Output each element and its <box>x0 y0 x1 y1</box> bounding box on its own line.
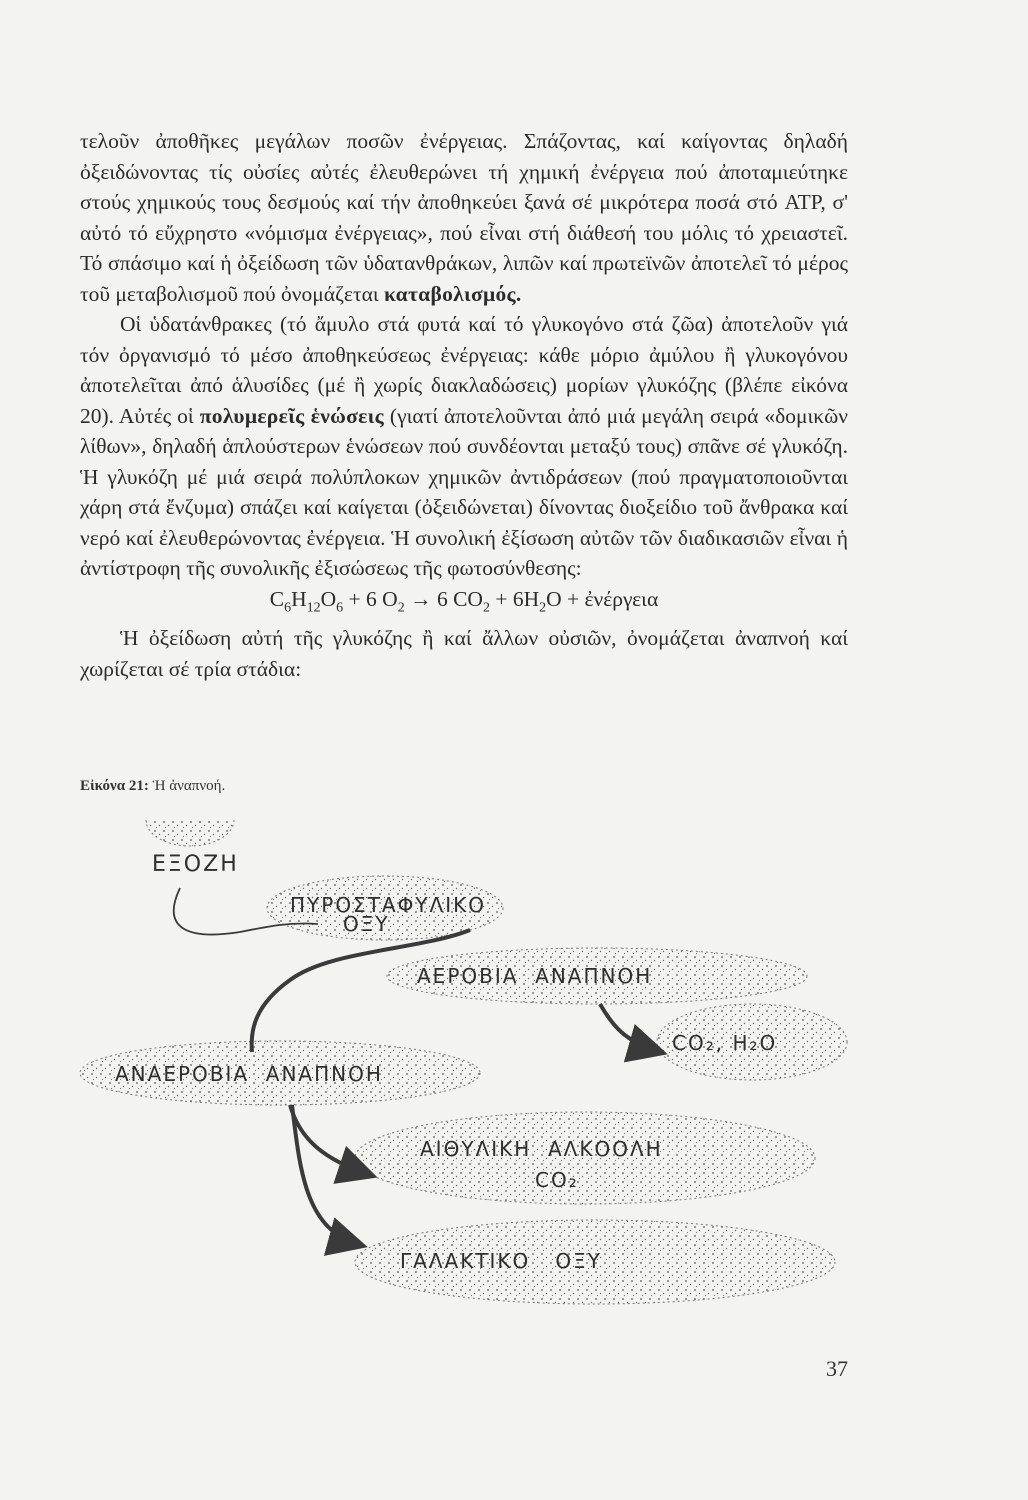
respiration-equation <box>80 584 848 624</box>
node-anaerobic-respiration <box>80 1041 480 1105</box>
eq-h-sub: 12 <box>306 599 321 615</box>
label-co2: CO₂ <box>535 1168 579 1192</box>
term-catabolism: καταβολισμός. <box>384 281 522 306</box>
node-aerobic-respiration <box>387 948 807 1004</box>
arrow-anaerobic-to-lactic <box>292 1105 360 1245</box>
eq-h2o-sub: 2 <box>539 599 547 615</box>
arrow-aerobic-to-co2-h2o <box>600 1004 660 1052</box>
label-glucose: ΕΞΟΖΗ <box>152 852 239 877</box>
label-pyruvic-line2: ΟΞΥ <box>343 912 390 936</box>
body-text <box>80 126 848 684</box>
eq-plus-h2o: + 6H <box>489 586 540 611</box>
eq-o-sub: 6 <box>336 599 344 615</box>
term-polymeric-compounds: πολυμερεῖς ἑνώσεις <box>199 403 384 428</box>
figure-caption-label: Εἰκόνα 21: <box>80 778 149 794</box>
label-aerobic: ΑΕΡΟΒΙΑ ΑΝΑΠΝΟΗ <box>417 964 653 988</box>
eq-c-sub: 6 <box>284 599 292 615</box>
figure-caption <box>80 778 225 795</box>
eq-arrow-co2: → 6 CO <box>404 586 483 611</box>
eq-o2-sub: 2 <box>397 599 405 615</box>
paragraph-2 <box>80 309 848 584</box>
respiration-diagram <box>0 820 1028 1340</box>
eq-co2-sub: 2 <box>482 599 490 615</box>
eq-plus-o2: + 6 O <box>343 586 398 611</box>
eq-h: H <box>291 586 307 611</box>
node-ethyl-alcohol <box>355 1112 815 1204</box>
page-number: 37 <box>826 1356 848 1381</box>
node-co2-h2o <box>657 1004 847 1080</box>
paragraph-2-text-a: Οἱ ὑδατάνθρακες (τό ἄμυλο στά φυτά καί τό γλυκογόνο στά ζῶα) ἀποτελοῦν γιά τόν ὀργανισμό τό μέσο ἀποθηκεύσεως ἐνέργειας: κάθε μόριο ἀμύλου ἢ γλυκογόνου ἀποτελεῖται ἀπό ἁλυσίδες (μέ ἢ χωρίς διακλαδώσεις) μορίων γλυκόζης (βλέπε εἰκόνα 20). Αὐτές οἱ <box>80 312 848 428</box>
label-pyruvic-line1: ΠΥΡΟΣΤΑΦΥΛΙΚΟ <box>290 893 486 917</box>
node-glucose <box>146 820 239 877</box>
node-glucose-shape <box>146 820 234 846</box>
paragraph-1 <box>80 126 848 309</box>
paragraph-2-text-b: (γιατί ἀποτελοῦνται ἀπό μιά μεγάλη σειρά «δομικῶν λίθων», δηλαδή ἁπλούστερων ἑνώσεων πού συνδέονται μεταξύ τους) σπᾶνε σέ γλυκόζη. Ἡ γλυκόζη μέ μιά σειρά πολύπλοκων χημικῶν ἀντιδράσεων (πού πραγματοποιοῦνται χάρη στά ἔνζυμα) σπάζει καί καίγεται (ὀξειδώνεται) δίνοντας διοξείδιο τοῦ ἄνθρακα καί νερό καί ἐλευθερώνοντας ἐνέργεια. Ἡ συνολική ἐξίσωση αὐτῶν τῶν διαδικασιῶν εἶναι ἡ ἀντίστροφη τῆς συνολικῆς ἐξισώσεως τῆς φωτοσύνθεσης: <box>80 403 848 580</box>
figure-caption-text: Ἡ ἀναπνοή. <box>148 778 226 794</box>
label-co2-h2o: CO₂, H₂O <box>672 1031 778 1055</box>
eq-o: O <box>320 586 337 611</box>
node-lactic-acid <box>355 1220 835 1304</box>
eq-energy: O + ἐνέργεια <box>546 586 659 611</box>
label-anaerobic: ΑΝΑΕΡΟΒΙΑ ΑΝΑΠΝΟΗ <box>115 1062 383 1086</box>
paragraph-3: Ἡ ὀξείδωση αὐτή τῆς γλυκόζης ἢ καί ἄλλων οὐσιῶν, ὀνομάζεται ἀναπνοή καί χωρίζεται σέ τρία στάδια: <box>80 626 848 681</box>
eq-c: C <box>269 586 285 611</box>
label-ethyl-alcohol: ΑΙΘΥΛΙΚΗ ΑΛΚΟΟΛΗ <box>420 1137 663 1161</box>
paragraph-1-text: τελοῦν ἀποθῆκες μεγάλων ποσῶν ἐνέργειας. Σπάζοντας, καί καίγοντας δηλαδή ὀξειδώνοντας τίς οὐσίες αὐτές ἐλευθερώνει τή χημική ἐνέργεια πού ἀποταμιεύτηκε στούς χημικούς τους δεσμούς καί τήν ἀποθηκεύει ξανά σέ μικρότερα ποσά στό ATP, σ' αὐτό τό εὔχρηστο «νόμισμα ἐνέργειας», πού εἶναι στή διάθεσή του μόλις τό χρειαστεῖ. Τό σπάσιμο καί ἡ ὀξείδωση τῶν ὑδατανθράκων, λιπῶν καί πρωτεϊνῶν ἀποτελεῖ τό μέρος τοῦ μεταβολισμοῦ πού ὀνομάζεται <box>80 129 848 306</box>
label-lactic-acid: ΓΑΛΑΚΤΙΚΟ ΟΞΥ <box>400 1249 602 1273</box>
